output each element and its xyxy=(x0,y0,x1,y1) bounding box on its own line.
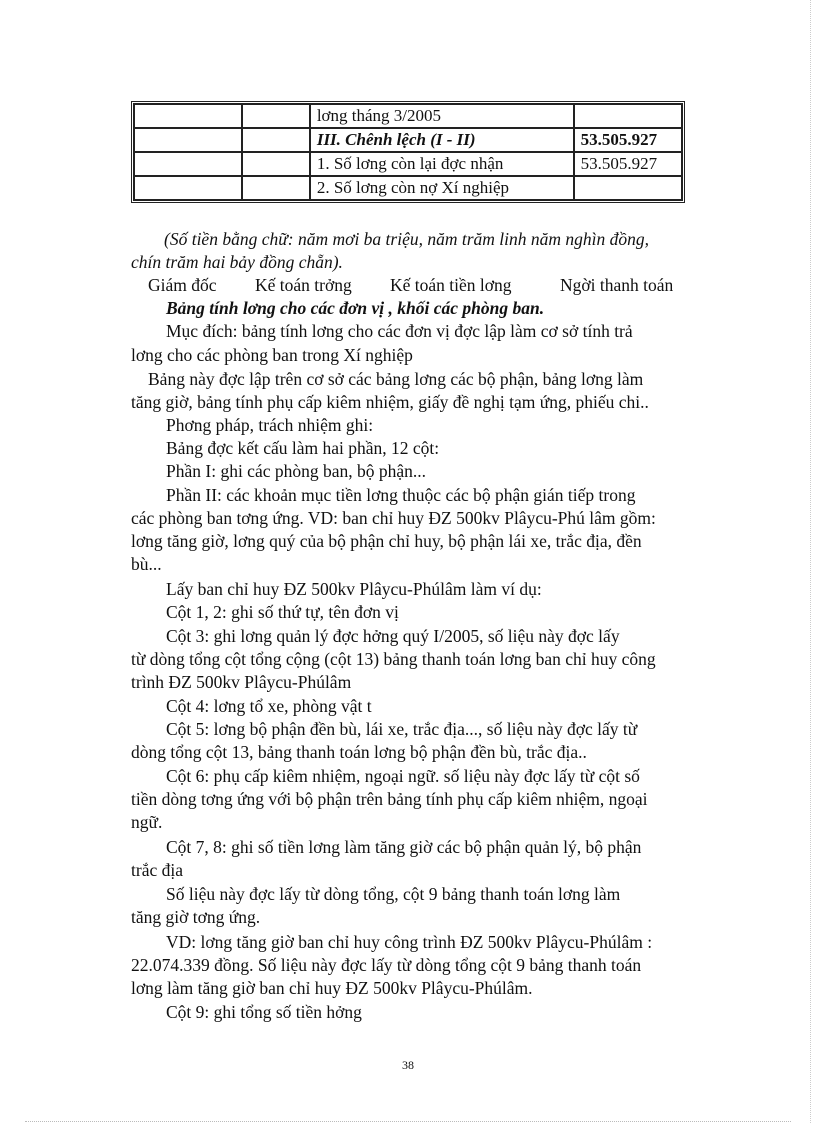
paragraph: Cột 5: lơng bộ phận đền bù, lái xe, trắc địa..., số liệu này đợc lấy từ xyxy=(166,719,638,739)
table-cell xyxy=(242,152,309,176)
amount-in-words: (Số tiền bằng chữ: năm mơi ba triệu, năm trăm linh năm nghìn đồng, xyxy=(164,229,650,249)
paragraph: Cột 7, 8: ghi số tiền lơng làm tăng giờ các bộ phận quản lý, bộ phận xyxy=(166,837,642,857)
paragraph: các phòng ban tơng ứng. VD: ban chỉ huy ĐZ 500kv Plâycu-Phú lâm gồm: xyxy=(131,508,656,528)
amount-in-words-cont: chín trăm hai bảy đồng chẵn). xyxy=(131,252,343,272)
paragraph: tăng giờ tơng ứng. xyxy=(131,907,261,927)
page-number: 38 xyxy=(402,1058,414,1072)
table-cell: 1. Số lơng còn lại đợc nhận xyxy=(310,152,574,176)
table-row xyxy=(134,152,682,176)
table-cell xyxy=(242,128,309,152)
signature-payer: Ngời thanh toán xyxy=(560,275,674,295)
signature-director: Giám đốc xyxy=(148,275,217,295)
paragraph: Phần II: các khoản mục tiền lơng thuộc các bộ phận gián tiếp trong xyxy=(166,485,636,505)
paragraph: Mục đích: bảng tính lơng cho các đơn vị đợc lập làm cơ sở tính trả xyxy=(166,321,633,341)
table-row xyxy=(134,176,682,200)
paragraph: VD: lơng tăng giờ ban chỉ huy công trình ĐZ 500kv Plâycu-Phúlâm : xyxy=(166,932,653,952)
paragraph: tiền dòng tơng ứng với bộ phận trên bảng tính phụ cấp kiêm nhiệm, ngoại xyxy=(131,789,648,809)
paragraph: bù... xyxy=(131,554,162,574)
paragraph: tăng giờ, bảng tính phụ cấp kiêm nhiệm, giấy đề nghị tạm ứng, phiếu chi.. xyxy=(131,392,649,412)
paragraph: Cột 9: ghi tổng số tiền hởng xyxy=(166,1002,362,1022)
table-cell: 53.505.927 xyxy=(574,152,682,176)
paragraph: Cột 3: ghi lơng quản lý đợc hởng quý I/2005, số liệu này đợc lấy xyxy=(166,626,620,646)
paragraph: dòng tổng cột 13, bảng thanh toán lơng bộ phận đền bù, trắc địa.. xyxy=(131,742,587,762)
signature-chief-accountant: Kế toán trởng xyxy=(255,275,352,295)
table-cell xyxy=(574,104,682,128)
paragraph: lơng cho các phòng ban trong Xí nghiệp xyxy=(131,345,413,365)
table-cell: 53.505.927 xyxy=(574,128,682,152)
paragraph: 22.074.339 đồng. Số liệu này đợc lấy từ dòng tổng cột 9 bảng thanh toán xyxy=(131,955,642,975)
table-cell xyxy=(134,152,242,176)
paragraph: lơng tăng giờ, lơng quý của bộ phận chỉ huy, bộ phận lái xe, trắc địa, đền xyxy=(131,531,642,551)
paragraph: trắc địa xyxy=(131,860,183,880)
table-cell: III. Chênh lệch (I - II) xyxy=(310,128,574,152)
paragraph: Phần I: ghi các phòng ban, bộ phận... xyxy=(166,461,427,481)
page-edge-divider xyxy=(25,1121,791,1122)
paragraph: lơng làm tăng giờ ban chỉ huy ĐZ 500kv Plâycu-Phúlâm. xyxy=(131,978,533,998)
table-cell xyxy=(574,176,682,200)
paragraph: Lấy ban chỉ huy ĐZ 500kv Plâycu-Phúlâm làm ví dụ: xyxy=(166,579,542,599)
table-cell xyxy=(134,104,242,128)
paragraph: Cột 6: phụ cấp kiêm nhiệm, ngoại ngữ. số liệu này đợc lấy từ cột số xyxy=(166,766,640,786)
table-cell xyxy=(242,176,309,200)
section-heading: Bảng tính lơng cho các đơn vị , khối các phòng ban. xyxy=(166,298,545,318)
table-cell: 2. Số lơng còn nợ Xí nghiệp xyxy=(310,176,574,200)
paragraph: Cột 1, 2: ghi số thứ tự, tên đơn vị xyxy=(166,602,399,622)
table-cell xyxy=(134,176,242,200)
table-cell xyxy=(134,128,242,152)
paragraph: từ dòng tổng cột tổng cộng (cột 13) bảng thanh toán lơng ban chỉ huy công xyxy=(131,649,656,669)
settlement-table xyxy=(131,101,685,203)
table-row xyxy=(134,104,682,128)
paragraph: Cột 4: lơng tổ xe, phòng vật t xyxy=(166,696,372,716)
paragraph: Số liệu này đợc lấy từ dòng tổng, cột 9 bảng thanh toán lơng làm xyxy=(166,884,621,904)
table-cell xyxy=(242,104,309,128)
paragraph: Bảng này đợc lập trên cơ sở các bảng lơng các bộ phận, bảng lơng làm xyxy=(148,369,644,389)
paragraph: Bảng đợc kết cấu làm hai phần, 12 cột: xyxy=(166,438,440,458)
page-edge-divider xyxy=(810,0,811,1123)
paragraph: ngữ. xyxy=(131,812,163,832)
paragraph: trình ĐZ 500kv Plâycu-Phúlâm xyxy=(131,672,352,692)
table-cell: lơng tháng 3/2005 xyxy=(310,104,574,128)
table-row xyxy=(134,128,682,152)
signature-salary-accountant: Kế toán tiền lơng xyxy=(390,275,512,295)
paragraph: Phơng pháp, trách nhiệm ghi: xyxy=(166,415,374,435)
